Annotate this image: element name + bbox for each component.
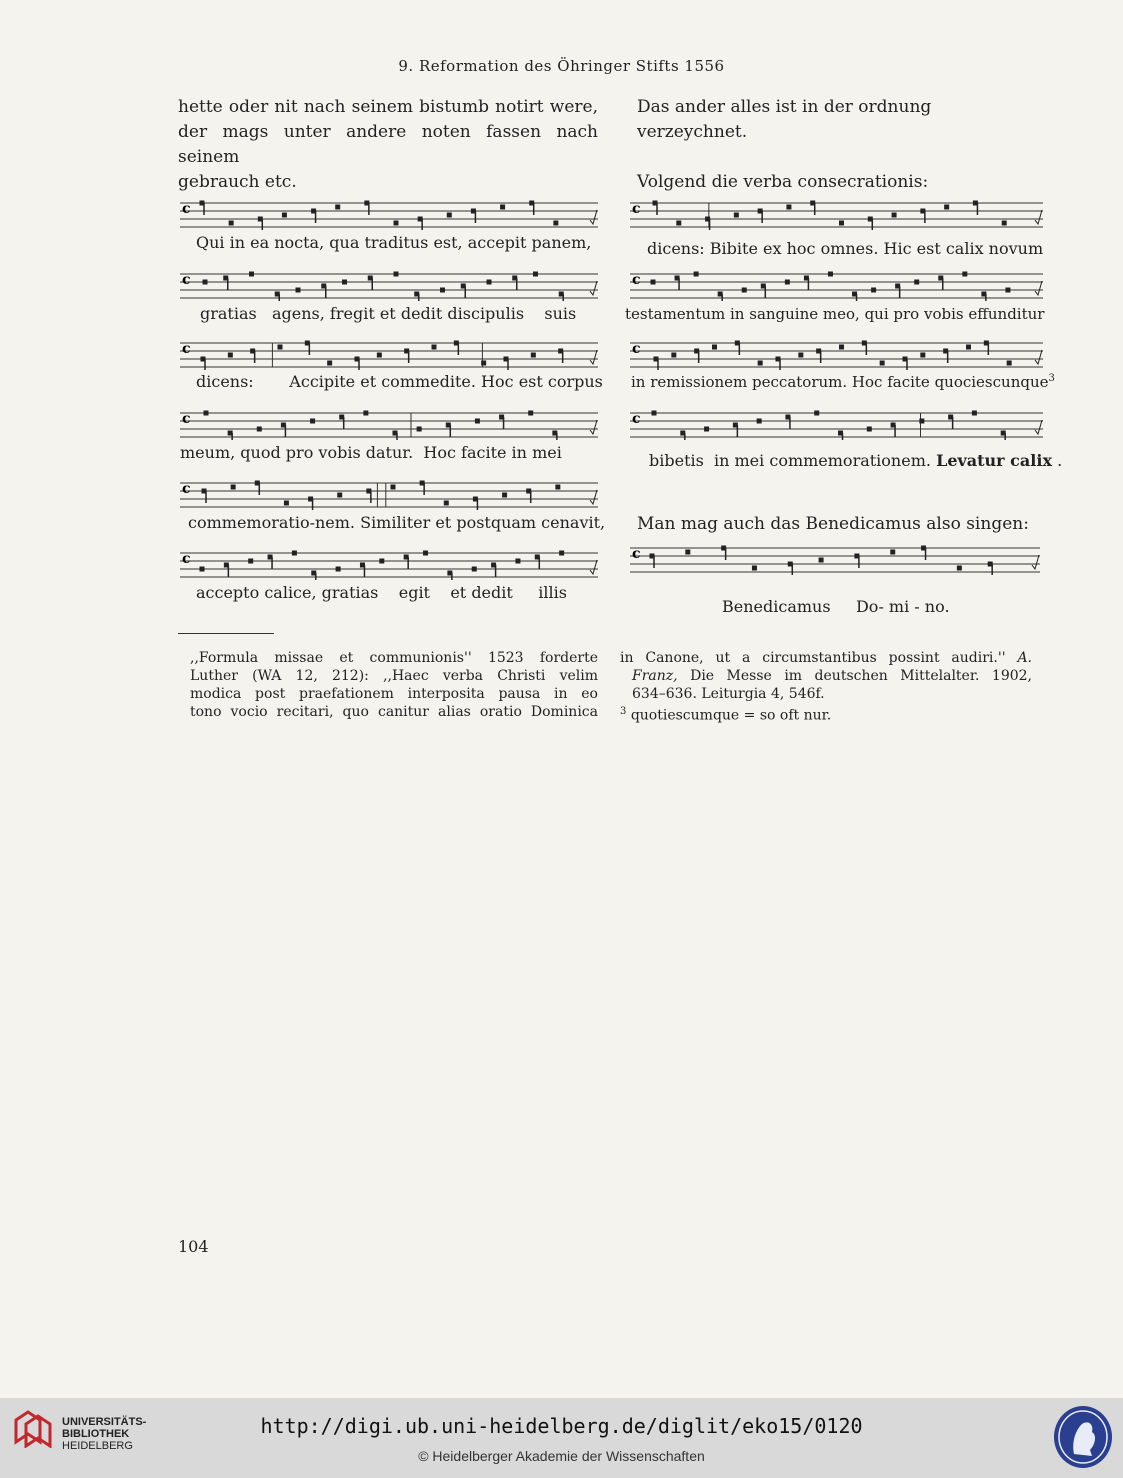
neume-note bbox=[1005, 288, 1010, 293]
footnote-right bbox=[620, 649, 1032, 725]
neume-note bbox=[798, 353, 803, 358]
neume-note bbox=[500, 205, 505, 210]
rubric-dot: . bbox=[1057, 451, 1063, 470]
footnote-marker: 3 bbox=[1048, 373, 1055, 384]
neume-note bbox=[966, 345, 971, 350]
neume-note bbox=[394, 272, 399, 277]
neume-note bbox=[282, 213, 287, 218]
footnote-line: modica post praefationem interposita pausa in eo bbox=[190, 686, 598, 702]
neume-note bbox=[363, 411, 368, 416]
benedicamus-intro: Man mag auch das Benedicamus also singen: bbox=[637, 514, 1029, 534]
custos-icon bbox=[590, 281, 597, 295]
footnote-line bbox=[620, 703, 1032, 725]
text-line: gebrauch etc. bbox=[178, 172, 297, 192]
custos-icon bbox=[1035, 350, 1042, 364]
neume-note bbox=[528, 411, 533, 416]
neume-note bbox=[752, 566, 757, 571]
copyright-notice: © Heidelberger Akademie der Wissenschaften bbox=[418, 1448, 705, 1464]
footnote-author: A. bbox=[1017, 650, 1032, 666]
footnote-author: Franz, bbox=[632, 668, 678, 684]
text-line: Volgend die verba consecrationis: bbox=[637, 172, 929, 192]
lyric-line: commemoratio-nem. Similiter et postquam cenavit, bbox=[188, 513, 606, 532]
chant-staff bbox=[630, 200, 1045, 244]
neume-note bbox=[962, 272, 967, 277]
neume-note bbox=[472, 567, 477, 572]
footnote-left bbox=[190, 649, 598, 721]
c-clef-icon: c bbox=[632, 546, 641, 562]
neume-note bbox=[327, 361, 332, 366]
lyric-line: gratias agens, fregit et dedit discipulis suis bbox=[200, 304, 577, 323]
footnote-line: tono vocio recitari, quo canitur alias oratio Dominica bbox=[190, 704, 598, 720]
neume-note bbox=[335, 205, 340, 210]
neume-note bbox=[417, 427, 422, 432]
page-number: 104 bbox=[178, 1237, 209, 1256]
custos-icon bbox=[590, 420, 597, 434]
neume-note bbox=[734, 213, 739, 218]
neume-note bbox=[839, 221, 844, 226]
neume-note bbox=[819, 558, 824, 563]
neume-note bbox=[555, 485, 560, 490]
neume-note bbox=[515, 559, 520, 564]
neume-note bbox=[828, 272, 833, 277]
neume-note bbox=[839, 345, 844, 350]
lyric-line: accepto calice, gratias egit et dedit illis bbox=[196, 583, 567, 602]
neume-note bbox=[533, 272, 538, 277]
c-clef-icon: c bbox=[182, 341, 191, 357]
neume-note bbox=[423, 551, 428, 556]
custos-icon bbox=[1035, 210, 1042, 224]
neume-note bbox=[957, 566, 962, 571]
neume-note bbox=[919, 419, 924, 424]
c-clef-icon: c bbox=[632, 201, 641, 217]
neume-note bbox=[531, 353, 536, 358]
neume-note bbox=[1002, 221, 1007, 226]
chant-staff bbox=[630, 410, 1045, 454]
neume-note bbox=[391, 485, 396, 490]
lyric-line: testamentum in sanguine meo, qui pro vobis effunditur bbox=[625, 305, 1045, 323]
neume-note bbox=[890, 550, 895, 555]
neume-note bbox=[394, 221, 399, 226]
neume-note bbox=[652, 411, 657, 416]
neume-note bbox=[814, 411, 819, 416]
c-clef-icon: c bbox=[632, 341, 641, 357]
neume-note bbox=[786, 205, 791, 210]
neume-note bbox=[248, 559, 253, 564]
library-name-line: BIBLIOTHEK bbox=[62, 1428, 130, 1440]
neume-note bbox=[336, 567, 341, 572]
c-clef-icon: c bbox=[182, 201, 191, 217]
text-line: hette oder nit nach seinem bistumb notirt were, bbox=[178, 97, 598, 117]
neume-note bbox=[712, 345, 717, 350]
c-clef-icon: c bbox=[182, 481, 191, 497]
custos-icon bbox=[1035, 420, 1042, 434]
custos-icon bbox=[590, 210, 597, 224]
text-line: Das ander alles ist in der ordnung verzeychnet. bbox=[637, 97, 932, 142]
footnote-line: Luther (WA 12, 212): ,,Haec verba Christi velim bbox=[190, 668, 598, 684]
neume-note bbox=[871, 288, 876, 293]
lyric-line bbox=[649, 451, 1062, 470]
neume-note bbox=[651, 280, 656, 285]
c-clef-icon: c bbox=[632, 272, 641, 288]
neume-note bbox=[310, 419, 315, 424]
neume-note bbox=[481, 361, 486, 366]
neume-note bbox=[502, 493, 507, 498]
lyric-text: bibetis in mei commemorationem. bbox=[649, 451, 931, 470]
right-paragraph bbox=[637, 95, 1042, 195]
footnote-line: 634–636. Leiturgia 4, 546f. bbox=[632, 686, 825, 702]
neume-note bbox=[447, 213, 452, 218]
neume-note bbox=[440, 288, 445, 293]
neume-note bbox=[228, 353, 233, 358]
neume-note bbox=[231, 485, 236, 490]
footnote-text: Die Messe im deutschen Mittelalter. 1902, bbox=[677, 668, 1032, 684]
footnote-text: quotiescumque = so oft nur. bbox=[626, 707, 832, 724]
c-clef-icon: c bbox=[182, 272, 191, 288]
neume-note bbox=[972, 411, 977, 416]
text-line: der mags unter andere noten fassen nach seinem bbox=[178, 122, 598, 167]
neume-note bbox=[676, 221, 681, 226]
neume-note bbox=[432, 345, 437, 350]
neume-note bbox=[377, 353, 382, 358]
neume-note bbox=[296, 288, 301, 293]
neume-note bbox=[292, 551, 297, 556]
lyric-line: Qui in ea nocta, qua traditus est, accepit panem, bbox=[196, 233, 592, 252]
neume-note bbox=[758, 361, 763, 366]
lyric-line bbox=[631, 373, 1055, 391]
c-clef-icon: c bbox=[632, 411, 641, 427]
neume-note bbox=[671, 353, 676, 358]
neume-note bbox=[880, 361, 885, 366]
footnote-line bbox=[620, 667, 1032, 685]
neume-note bbox=[444, 501, 449, 506]
neume-note bbox=[278, 345, 283, 350]
c-clef-icon: c bbox=[182, 551, 191, 567]
custos-icon bbox=[590, 560, 597, 574]
lyric-line: dicens: Accipite et commedite. Hoc est corpus bbox=[196, 372, 603, 391]
neume-note bbox=[475, 419, 480, 424]
neume-note bbox=[257, 427, 262, 432]
neume-note bbox=[704, 427, 709, 432]
custos-icon bbox=[590, 490, 597, 504]
academy-seal-icon bbox=[1052, 1404, 1114, 1470]
neume-note bbox=[757, 419, 762, 424]
rubric-levatur: Levatur calix bbox=[936, 451, 1052, 470]
lyric-line: Benedicamus Do- mi - no. bbox=[722, 597, 950, 616]
neume-note bbox=[785, 280, 790, 285]
neume-note bbox=[559, 551, 564, 556]
custos-icon bbox=[1032, 555, 1039, 569]
neume-note bbox=[487, 280, 492, 285]
neume-note bbox=[742, 288, 747, 293]
running-header: 9. Reformation des Öhringer Stifts 1556 bbox=[398, 57, 725, 75]
neume-note bbox=[553, 221, 558, 226]
footnote-line: ,,Formula missae et communionis'' 1523 forderte bbox=[190, 650, 598, 666]
permalink-url[interactable]: http://digi.ub.uni-heidelberg.de/diglit/eko15/0120 bbox=[260, 1414, 863, 1438]
lyric-line: meum, quod pro vobis datur. Hoc facite in mei bbox=[180, 443, 562, 462]
lyric-line: dicens: Bibite ex hoc omnes. Hic est calix novum bbox=[647, 239, 1044, 258]
neume-note bbox=[204, 411, 209, 416]
lyric-text: in remissionem peccatorum. Hoc facite quociescunque bbox=[631, 373, 1049, 391]
footer-bar bbox=[0, 1398, 1123, 1478]
library-name-line: UNIVERSITÄTS- bbox=[62, 1416, 147, 1428]
neume-note bbox=[342, 280, 347, 285]
neume-note bbox=[249, 272, 254, 277]
neume-note bbox=[685, 550, 690, 555]
neume-note bbox=[892, 213, 897, 218]
neume-note bbox=[944, 205, 949, 210]
neume-note bbox=[379, 559, 384, 564]
neume-note bbox=[203, 280, 208, 285]
neume-note bbox=[337, 493, 342, 498]
neume-note bbox=[200, 567, 205, 572]
footnote-marker: 3 bbox=[620, 706, 627, 717]
neume-note bbox=[1007, 361, 1012, 366]
neume-note bbox=[229, 221, 234, 226]
neume-note bbox=[867, 427, 872, 432]
neume-note bbox=[694, 272, 699, 277]
footnote-text: in Canone, ut a circumstantibus possint audiri.'' bbox=[620, 650, 1018, 666]
neume-note bbox=[914, 280, 919, 285]
neume-note bbox=[284, 501, 289, 506]
library-name-line: HEIDELBERG bbox=[62, 1440, 133, 1452]
chant-staff bbox=[630, 545, 1042, 589]
footnote-line bbox=[620, 649, 1032, 667]
neume-note bbox=[920, 353, 925, 358]
custos-icon bbox=[1035, 281, 1042, 295]
custos-icon bbox=[590, 350, 597, 364]
c-clef-icon: c bbox=[182, 411, 191, 427]
footnote-rule bbox=[178, 633, 274, 634]
left-paragraph bbox=[178, 95, 598, 195]
